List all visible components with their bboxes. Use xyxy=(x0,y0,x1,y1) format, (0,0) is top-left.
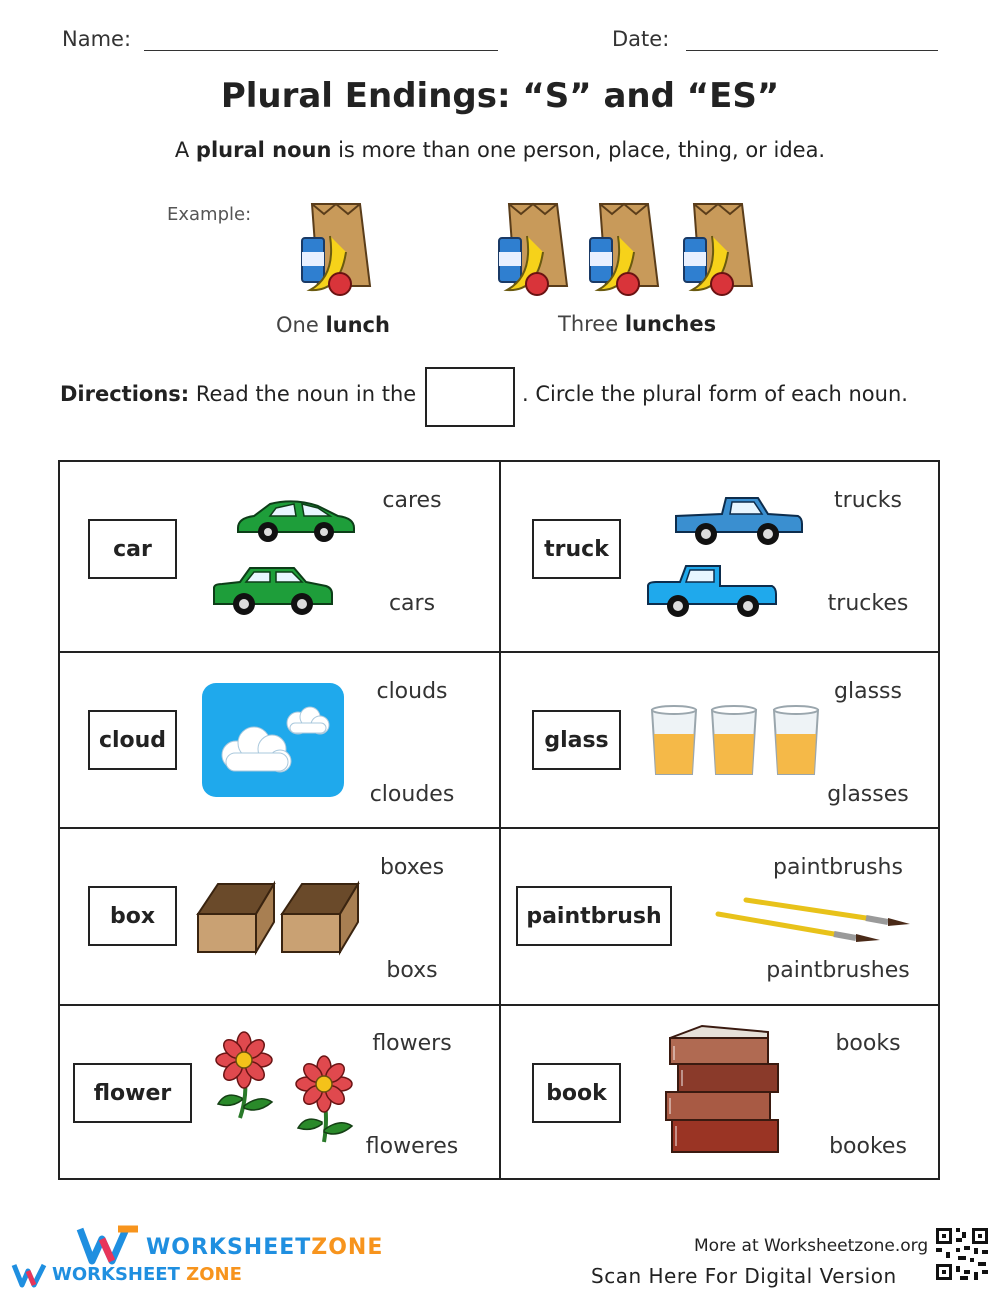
worksheetzone-small-logo-icon xyxy=(12,1262,52,1288)
brand-logo-text-small: WORKSHEET ZONE xyxy=(52,1264,242,1285)
paintbrush-icon xyxy=(716,896,912,948)
noun-box-glass: glass xyxy=(532,710,621,770)
option-car-bottom[interactable]: cars xyxy=(388,591,436,616)
box-icon xyxy=(280,880,360,954)
date-line[interactable] xyxy=(686,50,938,51)
plural-noun-term: plural noun xyxy=(195,138,332,162)
noun-box-box: box xyxy=(88,886,177,946)
option-glass-top[interactable]: glasss xyxy=(834,679,902,704)
worksheetzone-logo-icon xyxy=(78,1225,140,1265)
car-icon xyxy=(210,562,334,618)
lunch-icon xyxy=(682,196,756,300)
grid-divider xyxy=(499,460,501,1180)
cloud-icon xyxy=(202,683,344,797)
glass-icon xyxy=(710,704,758,778)
option-car-top[interactable]: cares xyxy=(382,488,442,513)
grid-row-line xyxy=(58,651,940,653)
book-icon xyxy=(662,1022,784,1156)
option-box-bottom[interactable]: boxs xyxy=(386,958,438,983)
option-flower-top[interactable]: flowers xyxy=(372,1031,452,1056)
glass-icon xyxy=(772,704,820,778)
option-flower-bottom[interactable]: floweres xyxy=(365,1134,459,1159)
option-book-top[interactable]: books xyxy=(835,1031,901,1056)
noun-box-truck: truck xyxy=(532,519,621,579)
example-one: One lunch xyxy=(276,313,390,337)
option-truck-top[interactable]: trucks xyxy=(834,488,902,513)
lunch-icon xyxy=(497,196,571,300)
option-cloud-bottom[interactable]: cloudes xyxy=(369,782,455,807)
option-paintbrush-bottom[interactable]: paintbrushes xyxy=(766,958,910,983)
option-box-top[interactable]: boxes xyxy=(379,855,445,880)
scan-text: Scan Here For Digital Version xyxy=(591,1264,897,1288)
noun-box-paintbrush: paintbrush xyxy=(516,886,672,946)
example-label: Example: xyxy=(167,204,252,225)
name-label: Name: xyxy=(62,27,132,51)
option-cloud-top[interactable]: clouds xyxy=(376,679,448,704)
car-icon xyxy=(234,498,358,544)
option-book-bottom[interactable]: bookes xyxy=(829,1134,907,1159)
truck-icon xyxy=(672,492,806,548)
option-paintbrush-top[interactable]: paintbrushs xyxy=(773,855,903,880)
noun-box-flower: flower xyxy=(73,1063,192,1123)
option-glass-bottom[interactable]: glasses xyxy=(827,782,909,807)
name-line[interactable] xyxy=(144,50,498,51)
glass-icon xyxy=(650,704,698,778)
noun-box-car: car xyxy=(88,519,177,579)
grid-row-line xyxy=(58,827,940,829)
noun-box-book: book xyxy=(532,1063,621,1123)
intro-text: A plural noun is more than one person, place, thing, or idea. xyxy=(174,138,826,162)
lunch-icon xyxy=(588,196,662,300)
more-link[interactable]: More at Worksheetzone.org xyxy=(694,1236,929,1256)
example-three: Three lunches xyxy=(558,312,717,336)
box-icon xyxy=(196,880,276,954)
noun-box-cloud: cloud xyxy=(88,710,177,770)
directions-part1: Directions: Read the noun in the xyxy=(60,382,417,406)
truck-icon xyxy=(644,562,778,618)
flower-icon xyxy=(284,1058,364,1144)
page-title: Plural Endings: “S” and “ES” xyxy=(220,76,780,116)
sample-box xyxy=(425,367,515,427)
brand-logo-text: WORKSHEETZONE xyxy=(146,1235,384,1260)
grid-row-line xyxy=(58,1004,940,1006)
date-label: Date: xyxy=(612,27,670,51)
flower-icon xyxy=(204,1034,284,1120)
lunch-icon xyxy=(300,196,374,300)
option-truck-bottom[interactable]: truckes xyxy=(827,591,909,616)
directions-part2: . Circle the plural form of each noun. xyxy=(522,382,908,406)
qr-code-icon[interactable] xyxy=(934,1226,990,1282)
